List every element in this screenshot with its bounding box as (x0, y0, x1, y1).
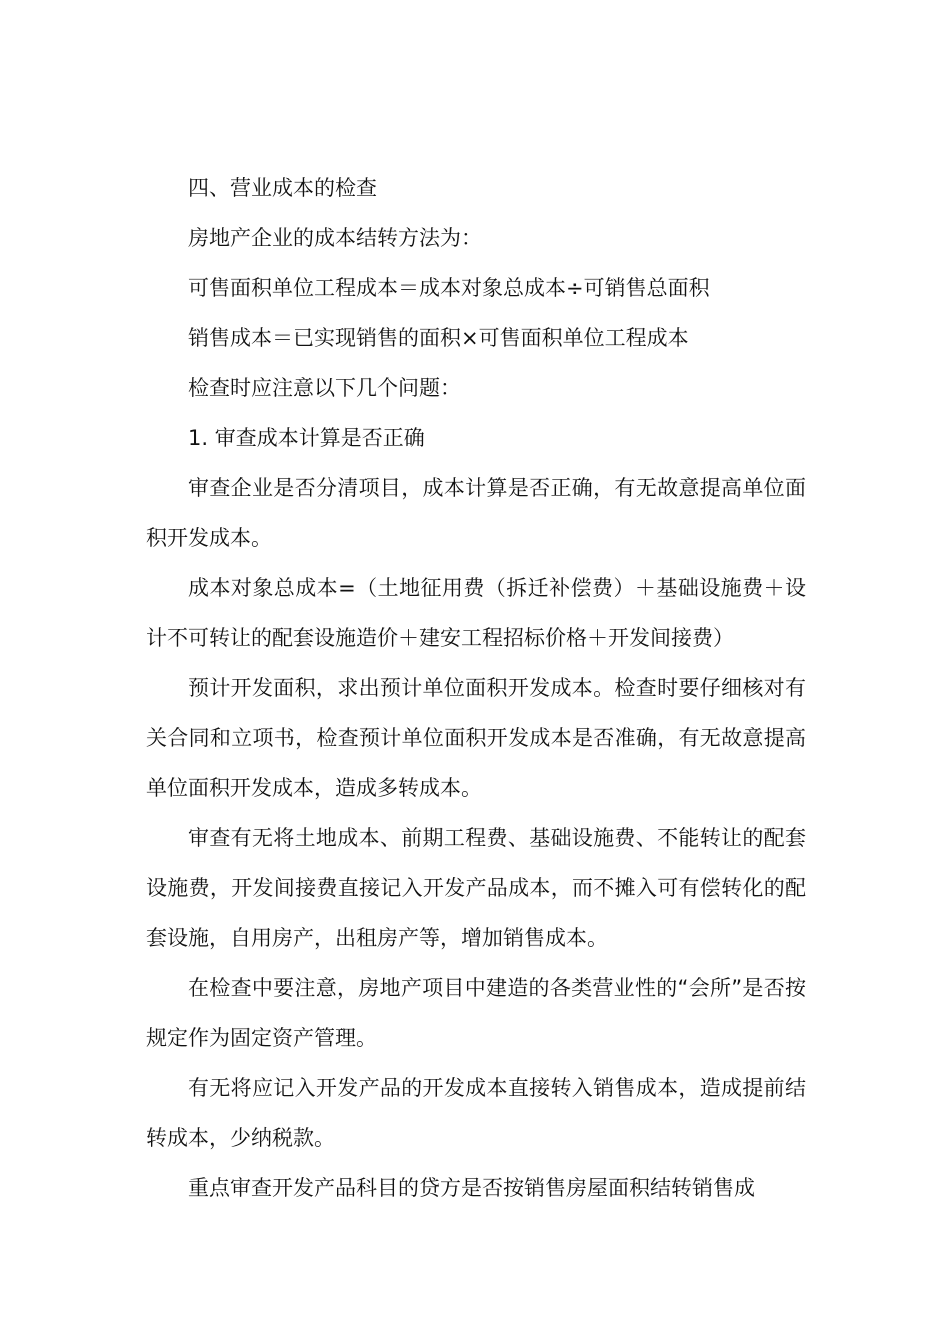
formula-total-cost: 成本对象总成本=（土地征用费（拆迁补偿费）＋基础设施费＋设计不可转让的配套设施造价＋建安工程招标价格＋开发间接费） (146, 576, 806, 650)
paragraph-estimated-area: 预计开发面积，求出预计单位面积开发成本。检查时要仔细核对有关合同和立项书，检查预计单位面积开发成本是否准确，有无故意提高单位面积开发成本，造成多转成本。 (146, 676, 806, 800)
paragraph-credit-review: 重点审查开发产品科目的贷方是否按销售房屋面积结转销售成 (188, 1176, 755, 1200)
paragraph-1: 房地产企业的成本结转方法为： (188, 226, 482, 250)
paragraph-review-allocation: 审查有无将土地成本、前期工程费、基础设施费、不能转让的配套设施费，开发间接费直接记入开发产品成本，而不摊入可有偿转化的配套设施，自用房产，出租房产等，增加销售成本。 (146, 826, 806, 950)
document-body (146, 163, 806, 1213)
section-heading: 四、营业成本的检查 (188, 176, 377, 200)
formula-sales-cost: 销售成本＝已实现销售的面积×可售面积单位工程成本 (188, 326, 689, 350)
paragraph-review-project: 审查企业是否分清项目，成本计算是否正确，有无故意提高单位面积开发成本。 (146, 476, 806, 550)
paragraph-clubhouse: 在检查中要注意，房地产项目中建造的各类营业性的“会所”是否按规定作为固定资产管理。 (146, 976, 806, 1050)
paragraph-issues-intro: 检查时应注意以下几个问题： (188, 376, 461, 400)
paragraph-early-transfer: 有无将应记入开发产品的开发成本直接转入销售成本，造成提前结转成本，少纳税款。 (146, 1076, 806, 1150)
formula-unit-cost: 可售面积单位工程成本＝成本对象总成本÷可销售总面积 (188, 276, 710, 300)
subheading-1: 1. 审查成本计算是否正确 (188, 426, 425, 450)
